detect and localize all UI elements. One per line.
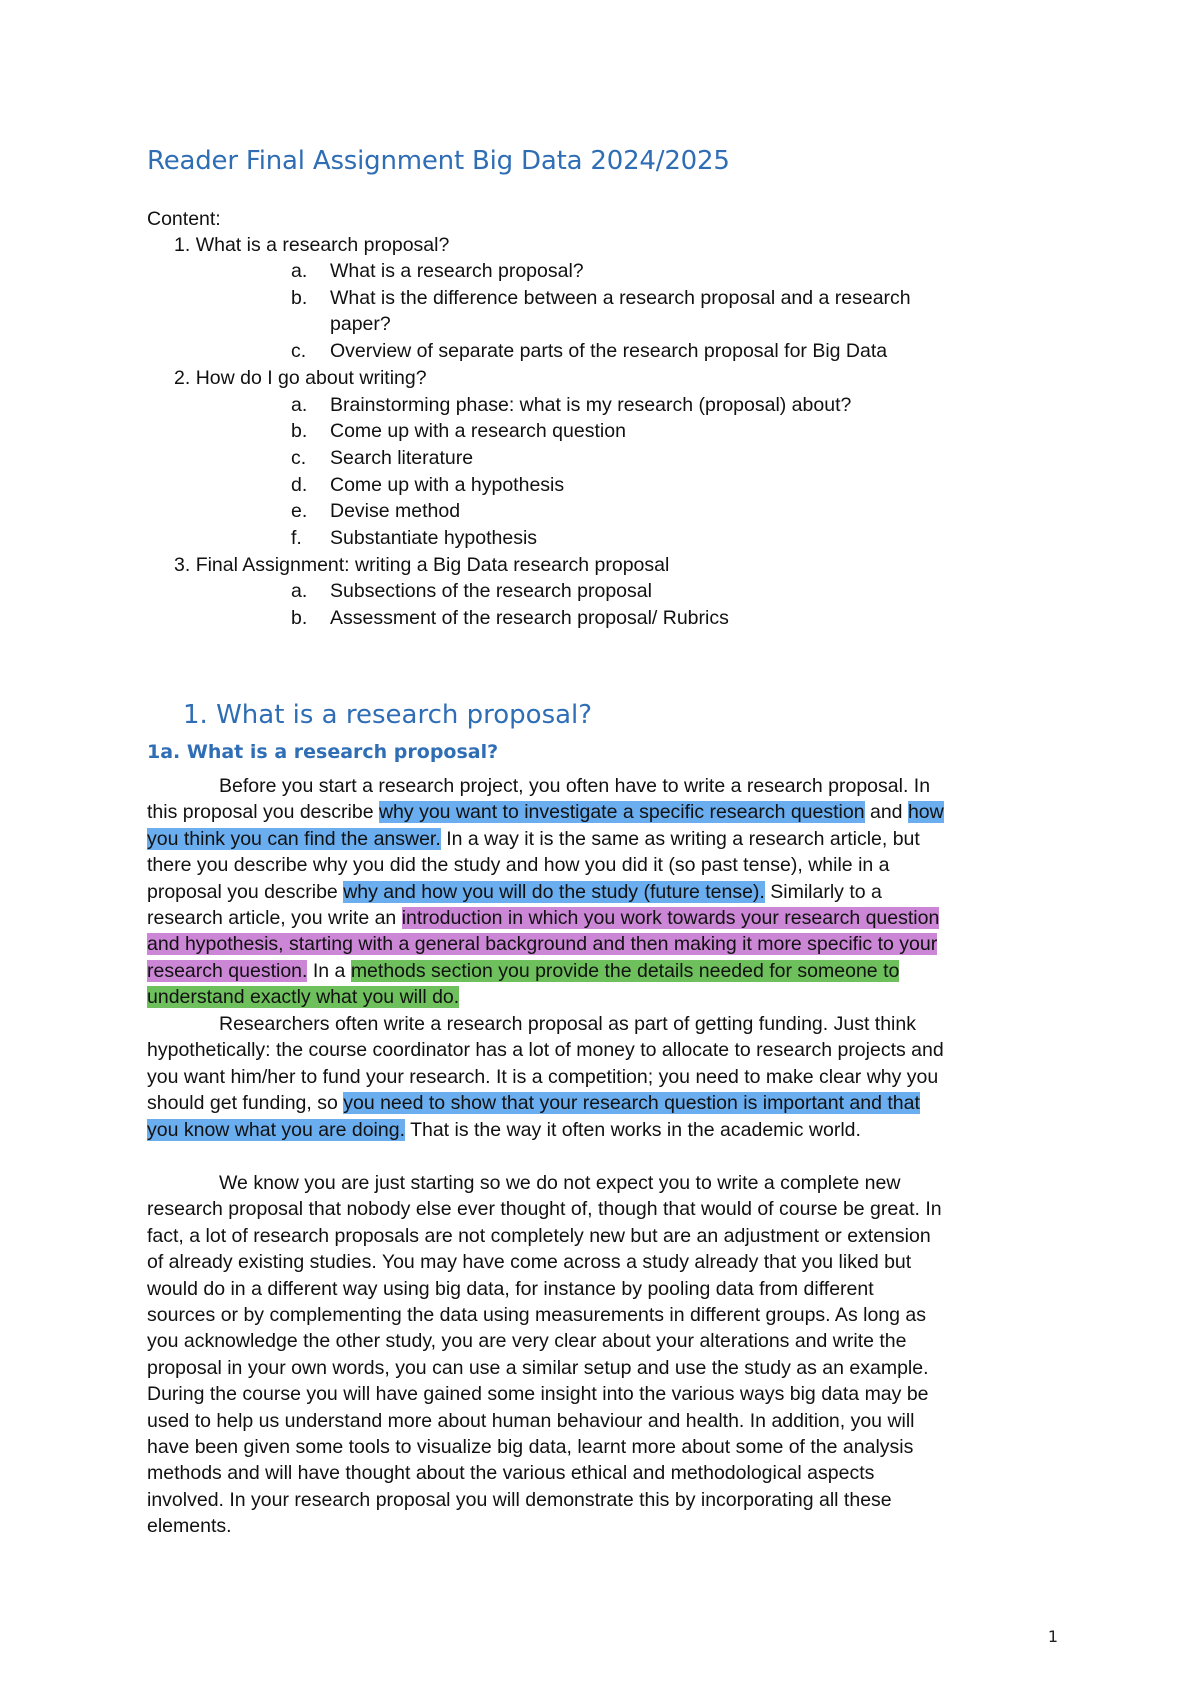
text-line: have been given some tools to visualize big data, learnt more about some of the analysis [147,1436,914,1459]
highlighted-text: how [907,801,944,824]
text-line: you acknowledge the other study, you are very clear about your alterations and write the [147,1330,907,1353]
toc-subitem-letter: a. [291,580,308,602]
text-run: should get funding, so [147,1092,344,1115]
toc-subitem-letter: e. [291,500,308,522]
toc-subitem-label: Substantiate hypothesis [330,527,538,549]
toc-subitem-label: What is the difference between a research proposal and a research [330,287,911,309]
toc-item-label: Final Assignment: writing a Big Data research proposal [195,554,670,576]
document-title: Reader Final Assignment Big Data 2024/2025 [147,146,730,176]
toc-subitem-label-cont: paper? [330,313,391,335]
toc-subitem-label: Overview of separate parts of the research proposal for Big Data [330,340,888,362]
toc-subitem-letter: b. [291,607,308,629]
text-line [147,826,1067,852]
text-line: Researchers often write a research proposal as part of getting funding. Just think [219,1013,916,1035]
text-line [147,984,1067,1010]
toc-heading: Content: [147,208,221,230]
toc-item [174,552,669,578]
highlighted-text: research question. [147,959,308,982]
toc-item [174,365,427,391]
highlighted-text: you need to show that your research question is important and that [343,1092,920,1115]
subsection-heading: 1a. What is a research proposal? [147,741,499,763]
toc-subitem-label: Subsections of the research proposal [330,580,652,602]
text-line: used to help us understand more about human behaviour and health. In addition, you will [147,1409,915,1432]
text-run: In a [307,959,351,982]
toc-item-label: What is a research proposal? [195,234,450,256]
text-line: We know you are just starting so we do not expect you to write a complete new [219,1172,901,1194]
text-line: of already existing studies. You may have come across a study already that you liked but [147,1251,912,1274]
highlighted-text: and hypothesis, starting with a general background and then making it more specific to your [147,933,938,956]
toc-subitem-label: Search literature [330,447,474,469]
highlighted-text: introduction in which you work towards your research question [401,907,940,930]
highlighted-text: understand exactly what you will do. [147,986,460,1009]
text-line: you want him/her to fund your research. It is a competition; you need to make clear why you [147,1065,939,1088]
text-run: proposal you describe [147,880,344,903]
page-number: 1 [1047,1627,1058,1646]
toc-subitem-label: Come up with a research question [330,420,626,442]
text-line: involved. In your research proposal you will demonstrate this by incorporating all these [147,1488,892,1511]
text-line: fact, a lot of research proposals are not completely new but are an adjustment or extension [147,1224,931,1247]
text-line: During the course you will have gained some insight into the various ways big data may be [147,1383,929,1406]
text-line: would do in a different way using big data, for instance by pooling data from different [147,1277,874,1300]
text-line [147,799,1067,825]
toc-subitem-letter: c. [291,340,307,362]
highlighted-text: you think you can find the answer. [147,827,441,850]
text-run: this proposal you describe [147,801,379,824]
highlighted-text: why and how you will do the study (future tense). [343,880,765,903]
toc-subitem-label: Brainstorming phase: what is my research (proposal) about? [330,394,852,416]
toc-item [174,232,449,258]
toc-item-number: 3. [174,554,191,576]
text-line: methods and will have thought about the various ethical and methodological aspects [147,1462,875,1485]
text-line: there you describe why you did the study and how you did it (so past tense), while in a [147,854,890,877]
text-line [147,1117,1067,1143]
toc-subitem-letter: f. [291,527,302,549]
text-line: sources or by complementing the data using measurements in different groups. As long as [147,1304,926,1327]
text-line: research proposal that nobody else ever thought of, though that would of course be great. In [147,1198,942,1221]
text-line [147,1090,1067,1116]
toc-subitem-letter: a. [291,260,308,282]
toc-item-number: 2. [174,367,191,389]
text-line [147,879,1067,905]
toc-subitem-label: What is a research proposal? [330,260,584,282]
text-line: elements. [147,1515,232,1538]
text-line: Before you start a research project, you often have to write a research proposal. In [219,775,931,797]
text-run: In a way it is the same as writing a research article, but [440,827,920,850]
toc-subitem-label: Devise method [330,500,461,522]
toc-subitem-letter: b. [291,420,308,442]
section-heading: 1. What is a research proposal? [183,700,593,730]
text-line [147,905,1067,931]
toc-subitem-letter: b. [291,287,308,309]
toc-item-label: How do I go about writing? [195,367,427,389]
paragraph-3 [147,1170,1067,1540]
text-line: hypothetically: the course coordinator has a lot of money to allocate to research projects and [147,1039,944,1062]
text-run: That is the way it often works in the academic world. [405,1118,861,1141]
toc-item-number: 1. [174,234,191,256]
text-line [147,931,1067,957]
highlighted-text: you know what you are doing. [147,1118,405,1141]
toc-subitem-letter: c. [291,447,307,469]
text-run: research article, you write an [147,907,402,930]
highlighted-text: methods section you provide the details needed for someone to [350,959,900,982]
highlighted-text: why you want to investigate a specific research question [378,801,865,824]
paragraph-2 [147,1011,1067,1143]
text-line: proposal in your own words, you can use a similar setup and use the study as an example. [147,1356,929,1379]
toc-subitem-label: Assessment of the research proposal/ Rubrics [330,607,729,629]
text-run: Similarly to a [764,880,882,903]
toc-subitem-label: Come up with a hypothesis [330,474,565,496]
text-line [147,958,1067,984]
toc-subitem-letter: a. [291,394,308,416]
text-run: and [864,801,908,824]
paragraph-1 [147,773,1067,1011]
toc-subitem-letter: d. [291,474,308,496]
